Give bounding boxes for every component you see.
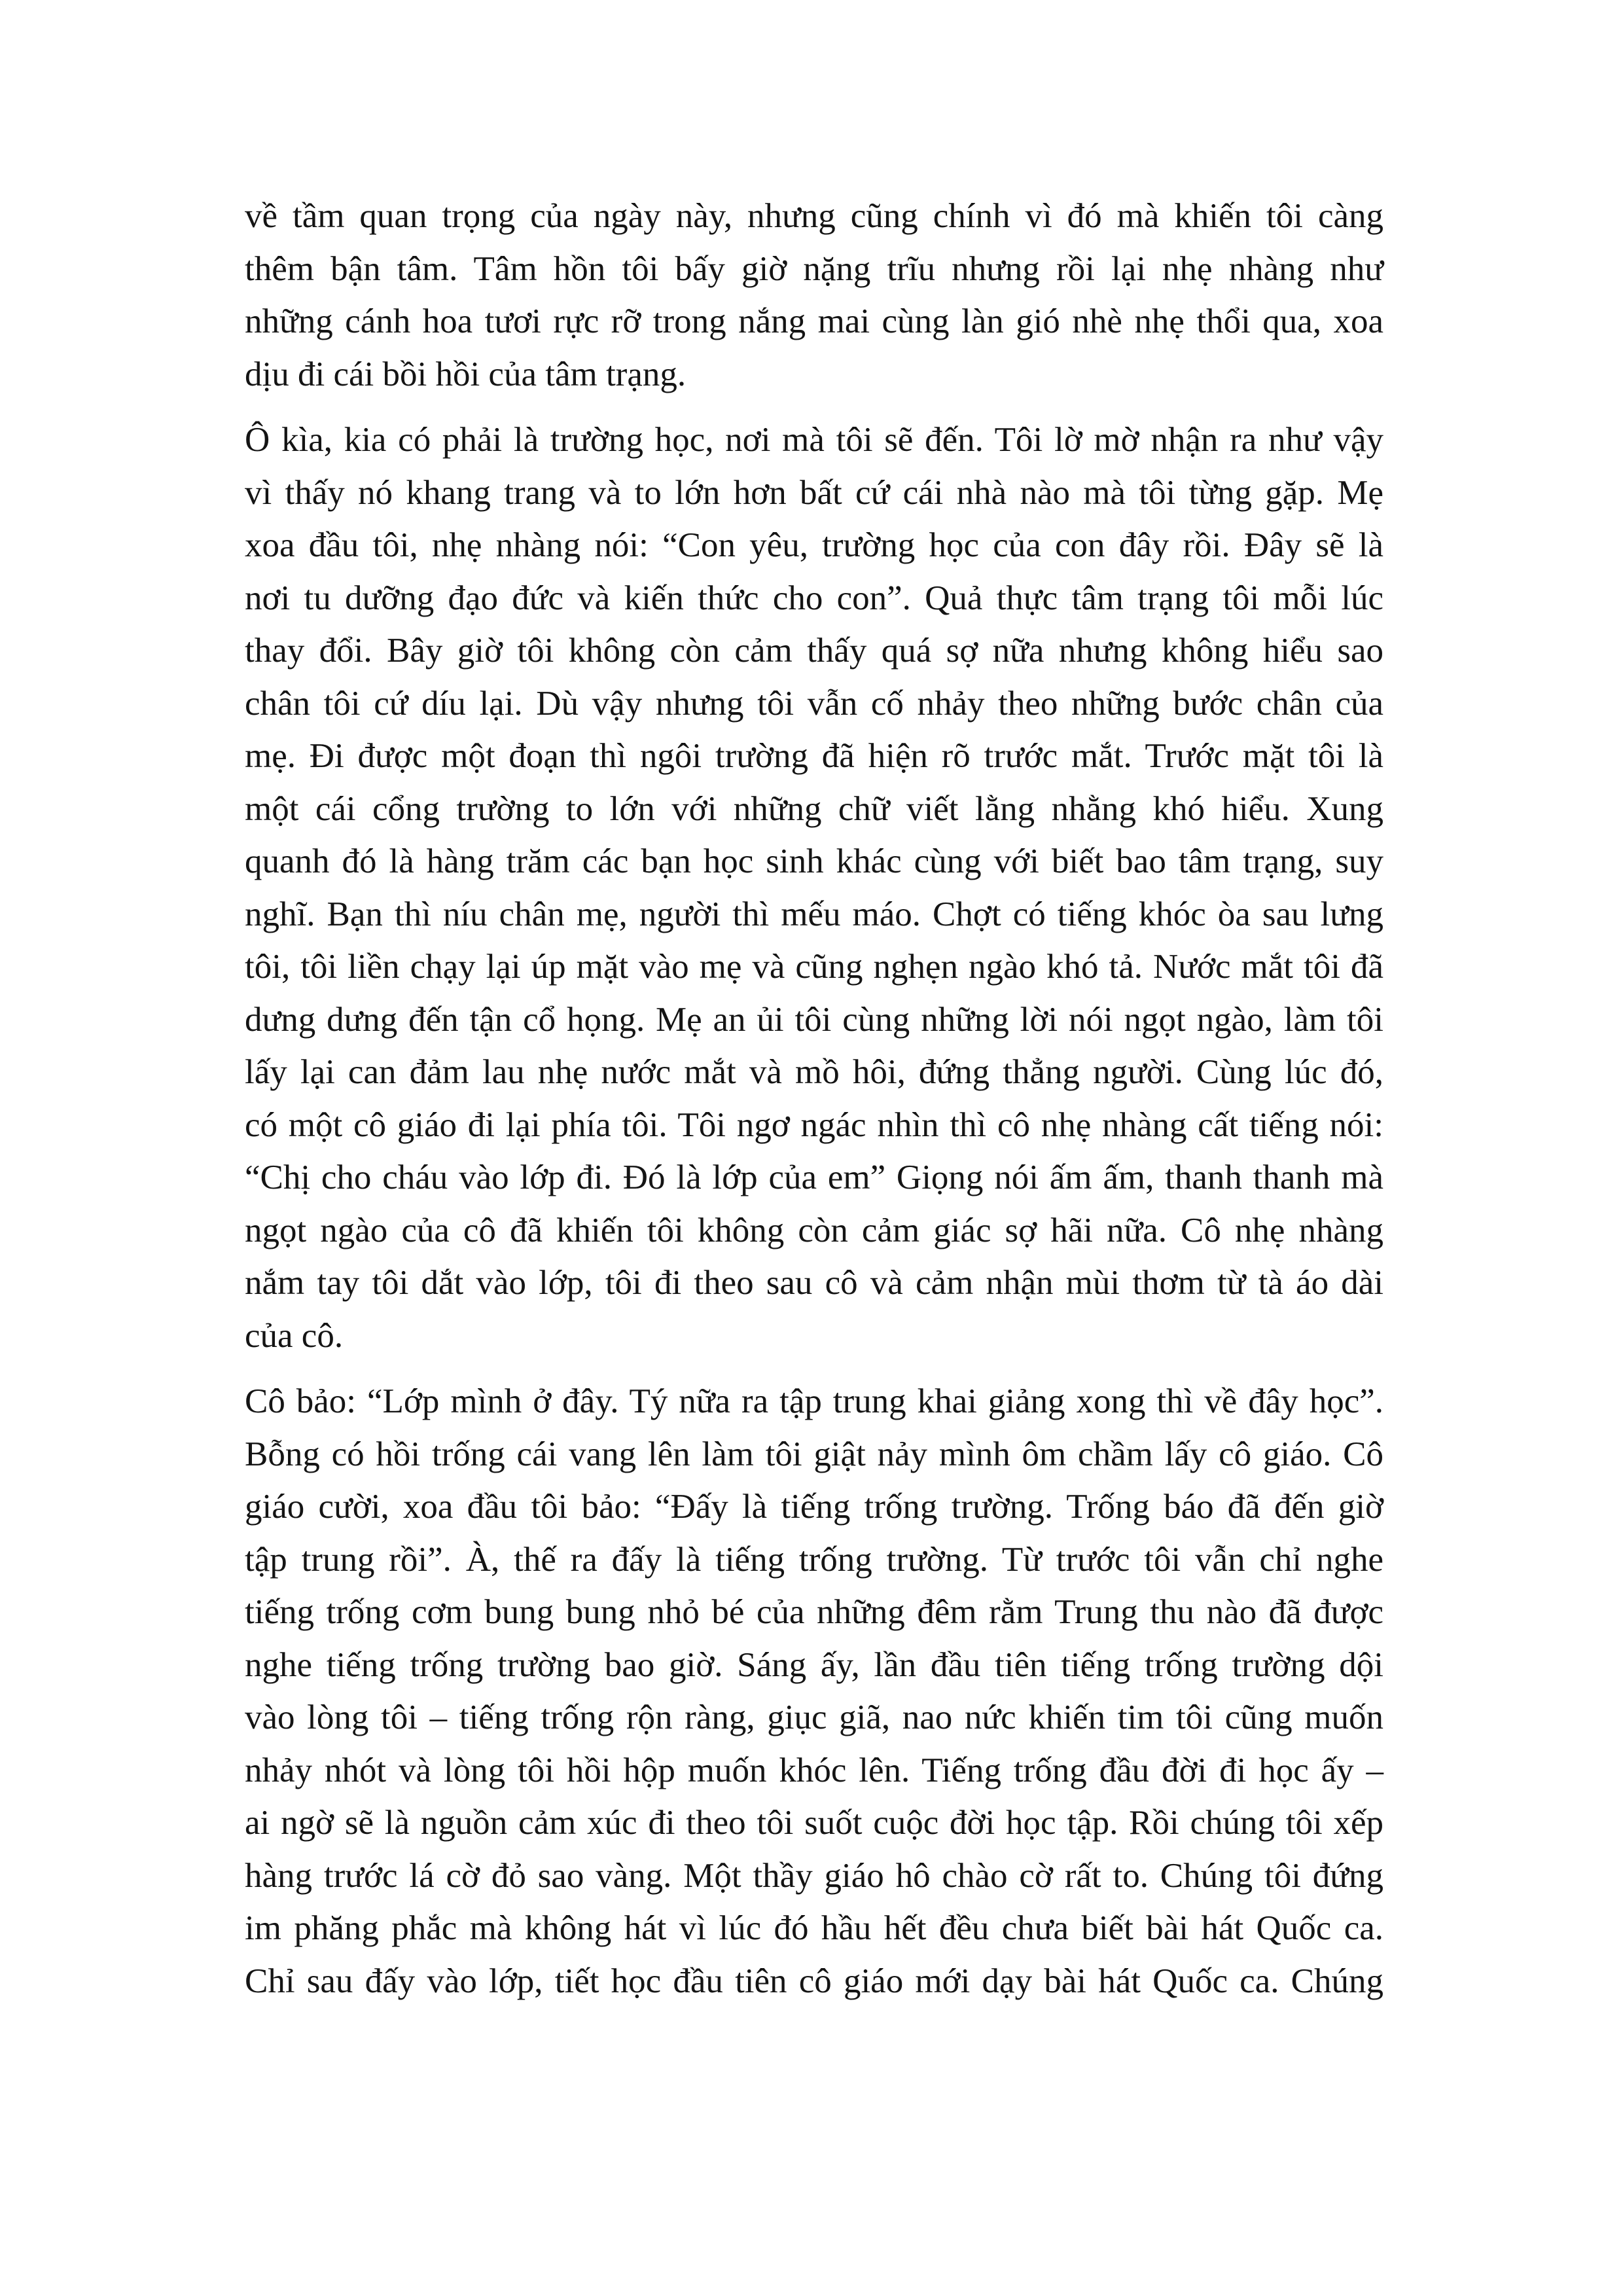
text-line: tôi, tôi liền chạy lại úp mặt vào mẹ và cũng nghẹn ngào khó tả. Nước mắt tôi đã	[245, 948, 1383, 986]
text-line: Ô kìa, kia có phải là trường học, nơi mà tôi sẽ đến. Tôi lờ mờ nhận ra như vậy	[245, 421, 1383, 459]
text-line: giáo cười, xoa đầu tôi bảo: “Đấy là tiếng trống trường. Trống báo đã đến giờ	[245, 1488, 1383, 1526]
text-line: vào lòng tôi – tiếng trống rộn ràng, giục giã, nao nức khiến tim tôi cũng muốn	[245, 1698, 1383, 1736]
text-line: im phăng phắc mà không hát vì lúc đó hầu hết đều chưa biết bài hát Quốc ca.	[245, 1909, 1383, 1947]
text-line: mẹ. Đi được một đoạn thì ngôi trường đã hiện rõ trước mắt. Trước mặt tôi là	[245, 737, 1383, 775]
text-line: “Chị cho cháu vào lớp đi. Đó là lớp của em” Giọng nói ấm ấm, thanh thanh mà	[245, 1158, 1383, 1196]
text-line: về tầm quan trọng của ngày này, nhưng cũng chính vì đó mà khiến tôi càng	[245, 197, 1383, 235]
paragraph	[245, 190, 1383, 401]
text-line: dịu đi cái bồi hồi của tâm trạng.	[245, 355, 687, 393]
text-line: những cánh hoa tươi rực rỡ trong nắng mai cùng làn gió nhè nhẹ thổi qua, xoa	[245, 302, 1383, 340]
text-line: Cô bảo: “Lớp mình ở đây. Tý nữa ra tập trung khai giảng xong thì về đây học”.	[245, 1382, 1383, 1420]
text-line: chân tôi cứ díu lại. Dù vậy nhưng tôi vẫn cố nhảy theo những bước chân của	[245, 684, 1383, 723]
text-line: lấy lại can đảm lau nhẹ nước mắt và mồ hôi, đứng thẳng người. Cùng lúc đó,	[245, 1053, 1383, 1091]
text-line: có một cô giáo đi lại phía tôi. Tôi ngơ ngác nhìn thì cô nhẹ nhàng cất tiếng nói:	[245, 1105, 1383, 1144]
text-line: nhảy nhót và lòng tôi hồi hộp muốn khóc lên. Tiếng trống đầu đời đi học ấy –	[245, 1751, 1383, 1789]
text-line: xoa đầu tôi, nhẹ nhàng nói: “Con yêu, trường học của con đây rồi. Đây sẽ là	[245, 526, 1383, 564]
text-line: ngọt ngào của cô đã khiến tôi không còn cảm giác sợ hãi nữa. Cô nhẹ nhàng	[245, 1211, 1383, 1249]
text-line: nghe tiếng trống trường bao giờ. Sáng ấy, lần đầu tiên tiếng trống trường dội	[245, 1645, 1383, 1684]
text-line: dưng dưng đến tận cổ họng. Mẹ an ủi tôi cùng những lời nói ngọt ngào, làm tôi	[245, 1000, 1383, 1039]
text-line: một cái cổng trường to lớn với những chữ viết lằng nhằng khó hiểu. Xung	[245, 789, 1383, 828]
text-line: vì thấy nó khang trang và to lớn hơn bất cứ cái nhà nào mà tôi từng gặp. Mẹ	[245, 473, 1383, 512]
text-line: tập trung rồi”. À, thế ra đấy là tiếng trống trường. Từ trước tôi vẫn chỉ nghe	[245, 1540, 1383, 1579]
body-text	[245, 190, 1383, 2020]
text-line: Chỉ sau đấy vào lớp, tiết học đầu tiên cô giáo mới dạy bài hát Quốc ca. Chúng	[245, 1962, 1383, 2000]
text-line: nơi tu dưỡng đạo đức và kiến thức cho con”. Quả thực tâm trạng tôi mỗi lúc	[245, 579, 1383, 617]
text-line: quanh đó là hàng trăm các bạn học sinh khác cùng với biết bao tâm trạng, suy	[245, 842, 1383, 880]
text-line: tiếng trống cơm bung bung nhỏ bé của những đêm rằm Trung thu nào đã được	[245, 1593, 1383, 1631]
text-line: ai ngờ sẽ là nguồn cảm xúc đi theo tôi suốt cuộc đời học tập. Rồi chúng tôi xếp	[245, 1804, 1383, 1842]
text-line: Bỗng có hồi trống cái vang lên làm tôi giật nảy mình ôm chầm lấy cô giáo. Cô	[245, 1435, 1383, 1473]
paragraph	[245, 414, 1383, 1362]
text-line: thay đổi. Bây giờ tôi không còn cảm thấy quá sợ nữa nhưng không hiểu sao	[245, 632, 1383, 670]
text-line: nghĩ. Bạn thì níu chân mẹ, người thì mếu máo. Chợt có tiếng khóc òa sau lưng	[245, 895, 1383, 933]
paragraph	[245, 1375, 1383, 2007]
text-line: nắm tay tôi dắt vào lớp, tôi đi theo sau cô và cảm nhận mùi thơm từ tà áo dài	[245, 1264, 1383, 1302]
text-line: thêm bận tâm. Tâm hồn tôi bấy giờ nặng trĩu nhưng rồi lại nhẹ nhàng như	[245, 249, 1383, 288]
text-line: của cô.	[245, 1316, 344, 1355]
text-line: hàng trước lá cờ đỏ sao vàng. Một thầy giáo hô chào cờ rất to. Chúng tôi đứng	[245, 1856, 1383, 1895]
